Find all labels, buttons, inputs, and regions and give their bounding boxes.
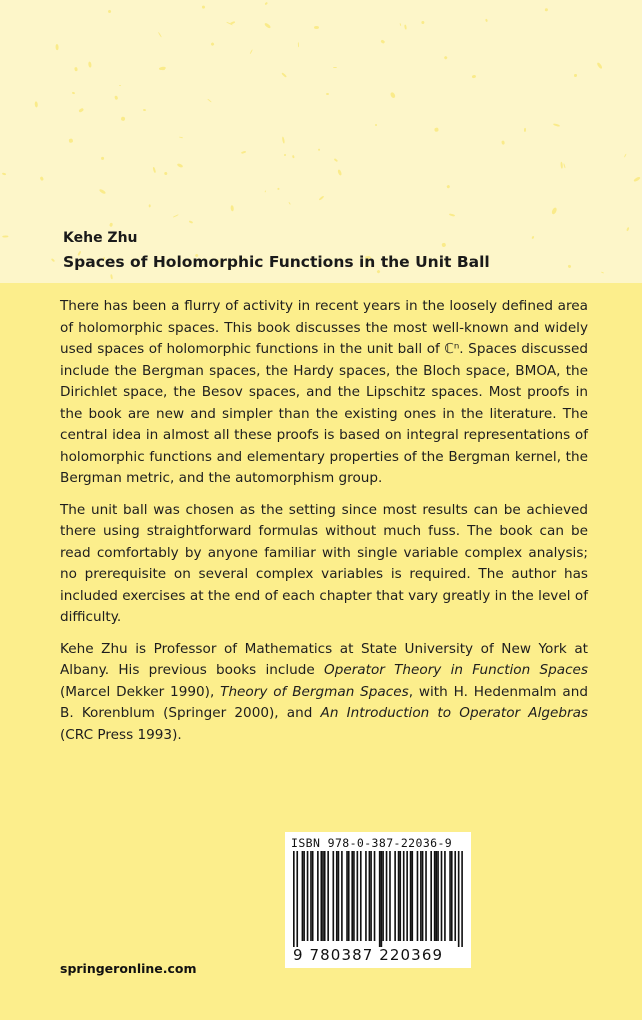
paper-speck bbox=[109, 222, 113, 227]
paper-speck bbox=[201, 6, 204, 9]
description-paragraph-1: There has been a flurry of activity in recent years in the loosely defined area of holomorphic spaces. This book discusses the most well-known and widely used spaces of holomorphic functions in the unit ball of ℂⁿ. Spaces discussed include the Bergman spaces, the Hardy spaces, the Bloch space, BMOA, the Dirichlet space, the Besov spaces, and the Lipschitz spaces. Most proofs in the book are new and simpler than the existing ones in the literature. The central idea in almost all these proofs is based on integral representations of holomorphic functions and elementary properties of the Bergman kernel, the Bergman metric, and the automorphism group. bbox=[60, 298, 588, 486]
paper-speck bbox=[264, 190, 266, 193]
paper-speck bbox=[318, 149, 320, 151]
barcode-icon bbox=[293, 851, 463, 947]
paper-speck bbox=[596, 62, 603, 70]
paper-speck bbox=[573, 74, 576, 78]
paper-speck bbox=[284, 154, 286, 157]
barcode-bar bbox=[379, 851, 381, 947]
paper-speck bbox=[189, 221, 193, 224]
barcode-bar bbox=[381, 851, 383, 947]
author-bio: Kehe Zhu is Professor of Mathematics at State University of New York at Albany. His previous books include Operator Theory in Function Spaces (Marcel Dekker 1990), Theory of Bergman Spaces, with H. Hedenmalm and B. Korenblum (Springer 2000), and An Introduction to Operator Algebras (CRC Press 1993). bbox=[60, 640, 588, 743]
paper-speck bbox=[564, 163, 566, 168]
paper-speck bbox=[633, 176, 640, 182]
paper-speck bbox=[338, 169, 342, 175]
barcode-bar bbox=[398, 851, 400, 941]
paper-speck bbox=[163, 172, 167, 176]
barcode-bar bbox=[420, 851, 422, 941]
paper-speck bbox=[318, 195, 324, 201]
book-reference: An Introduction to Operator Algebras bbox=[320, 705, 588, 721]
barcode-bar bbox=[365, 851, 367, 941]
description-text bbox=[60, 296, 588, 756]
barcode-bar bbox=[338, 851, 340, 941]
paper-speck bbox=[623, 154, 626, 158]
paper-speck bbox=[207, 99, 211, 103]
barcode-bar bbox=[436, 851, 438, 941]
paper-speck bbox=[553, 123, 560, 127]
paper-speck bbox=[241, 150, 246, 154]
barcode-bar bbox=[417, 851, 419, 941]
barcode-bar bbox=[449, 851, 451, 941]
barcode-bar bbox=[461, 851, 463, 947]
paper-speck bbox=[88, 61, 92, 67]
barcode-bar bbox=[324, 851, 326, 941]
author-name: Kehe Zhu bbox=[63, 230, 138, 246]
paper-speck bbox=[121, 117, 125, 122]
barcode-bar bbox=[422, 851, 424, 941]
paper-speck bbox=[298, 42, 299, 47]
barcode-bar bbox=[357, 851, 359, 941]
paper-speck bbox=[601, 271, 604, 273]
paper-speck bbox=[101, 157, 104, 160]
barcode-bar bbox=[341, 851, 343, 941]
paper-speck bbox=[68, 138, 73, 143]
paper-speck bbox=[567, 265, 571, 269]
paper-speck bbox=[149, 204, 151, 207]
paper-speck bbox=[281, 72, 287, 78]
paper-speck bbox=[289, 202, 292, 205]
barcode-bar bbox=[312, 851, 314, 941]
paper-speck bbox=[179, 136, 184, 138]
paper-speck bbox=[333, 67, 337, 68]
barcode-bar bbox=[307, 851, 309, 941]
barcode-bar bbox=[406, 851, 408, 941]
barcode-bar bbox=[441, 851, 443, 941]
paper-speck bbox=[544, 8, 547, 11]
barcode-bar bbox=[332, 851, 334, 941]
description-paragraph-2: The unit ball was chosen as the setting since most results can be achieved there using straightforward formulas without much fuss. The book can be read comfortably by anyone familiar with single variable complex analysis; no prerequisite on several complex variables is required. The author has included exercises at the end of each chapter that vary greatly in the level of difficulty. bbox=[60, 501, 588, 625]
paper-speck bbox=[400, 23, 402, 26]
paper-speck bbox=[176, 163, 183, 168]
barcode-bar bbox=[348, 851, 350, 941]
book-title: Spaces of Holomorphic Functions in the Unit Ball bbox=[63, 253, 490, 271]
paper-speck bbox=[51, 258, 55, 262]
paper-speck bbox=[119, 85, 122, 86]
paper-speck bbox=[40, 176, 44, 180]
paper-speck bbox=[79, 108, 84, 113]
paper-speck bbox=[2, 236, 8, 238]
barcode-bar bbox=[303, 851, 305, 941]
barcode-bar bbox=[430, 851, 432, 941]
barcode-bar bbox=[389, 851, 391, 941]
barcode-bar bbox=[310, 851, 312, 941]
isbn-label: ISBN 978-0-387-22036-9 bbox=[291, 836, 453, 850]
barcode-bar bbox=[386, 851, 388, 941]
barcode-bar bbox=[454, 851, 456, 941]
barcode-digits: 9 780387 220369 bbox=[293, 946, 444, 964]
paper-speck bbox=[442, 242, 447, 247]
barcode-bar bbox=[434, 851, 436, 941]
barcode-bar bbox=[302, 851, 304, 941]
barcode-bar bbox=[317, 851, 319, 941]
paper-speck bbox=[390, 92, 396, 99]
paper-speck bbox=[2, 173, 7, 177]
barcode-bar bbox=[327, 851, 329, 941]
paper-speck bbox=[326, 92, 329, 94]
paper-speck bbox=[446, 184, 450, 188]
barcode-bar bbox=[399, 851, 401, 941]
paper-speck bbox=[143, 109, 146, 111]
barcode-bar bbox=[346, 851, 348, 941]
paper-speck bbox=[472, 74, 476, 78]
barcode-bar bbox=[458, 851, 460, 947]
paper-speck bbox=[421, 21, 424, 24]
paper-speck bbox=[314, 26, 319, 29]
paper-speck bbox=[265, 2, 269, 6]
barcode-bar bbox=[382, 851, 384, 941]
paper-speck bbox=[292, 155, 295, 159]
paper-speck bbox=[158, 32, 162, 37]
barcode-bar bbox=[403, 851, 405, 941]
barcode-bar bbox=[353, 851, 355, 941]
paper-speck bbox=[74, 67, 77, 72]
barcode-bar bbox=[336, 851, 338, 941]
paper-speck bbox=[72, 91, 75, 94]
barcode-bar bbox=[369, 851, 371, 941]
paper-speck bbox=[501, 140, 505, 144]
paper-speck bbox=[211, 42, 215, 46]
barcode-bar bbox=[411, 851, 413, 941]
book-reference: Theory of Bergman Spaces bbox=[220, 683, 409, 700]
barcode-bar bbox=[425, 851, 427, 941]
barcode-bar bbox=[360, 851, 362, 941]
paper-speck bbox=[263, 22, 270, 29]
paper-speck bbox=[34, 102, 38, 109]
paper-speck bbox=[152, 167, 156, 174]
barcode-bar bbox=[370, 851, 372, 941]
paper-speck bbox=[230, 205, 234, 212]
paper-speck bbox=[282, 136, 285, 143]
barcode-bar bbox=[410, 851, 412, 941]
paper-speck bbox=[334, 159, 338, 163]
barcode-bar bbox=[293, 851, 295, 947]
paper-speck bbox=[56, 44, 59, 51]
barcode-bar bbox=[444, 851, 446, 941]
paper-speck bbox=[380, 40, 385, 45]
barcode-bar bbox=[322, 851, 324, 941]
paper-speck bbox=[98, 188, 105, 194]
paper-speck bbox=[448, 214, 454, 218]
book-reference: Operator Theory in Function Spaces bbox=[324, 662, 588, 678]
paper-speck bbox=[250, 50, 253, 55]
paper-speck bbox=[108, 10, 112, 14]
paper-speck bbox=[114, 96, 118, 101]
paper-speck bbox=[110, 274, 113, 280]
paper-speck bbox=[484, 18, 487, 21]
paper-speck bbox=[277, 188, 280, 190]
barcode-bar bbox=[296, 851, 298, 947]
barcode-bar bbox=[394, 851, 396, 941]
barcode-bar bbox=[320, 851, 322, 941]
paper-speck bbox=[375, 123, 378, 126]
barcode-bar bbox=[351, 851, 353, 941]
paper-speck bbox=[626, 227, 629, 231]
barcode-bar bbox=[451, 851, 453, 941]
paper-speck bbox=[443, 56, 448, 61]
paper-speck bbox=[434, 128, 439, 132]
paper-speck bbox=[531, 236, 534, 239]
barcode-bar bbox=[374, 851, 376, 941]
paper-speck bbox=[405, 24, 408, 29]
publisher-website[interactable]: springeronline.com bbox=[60, 961, 197, 976]
paper-speck bbox=[524, 128, 526, 132]
paper-speck bbox=[173, 213, 179, 217]
paper-speck bbox=[551, 207, 557, 215]
barcode-bar bbox=[437, 851, 439, 941]
